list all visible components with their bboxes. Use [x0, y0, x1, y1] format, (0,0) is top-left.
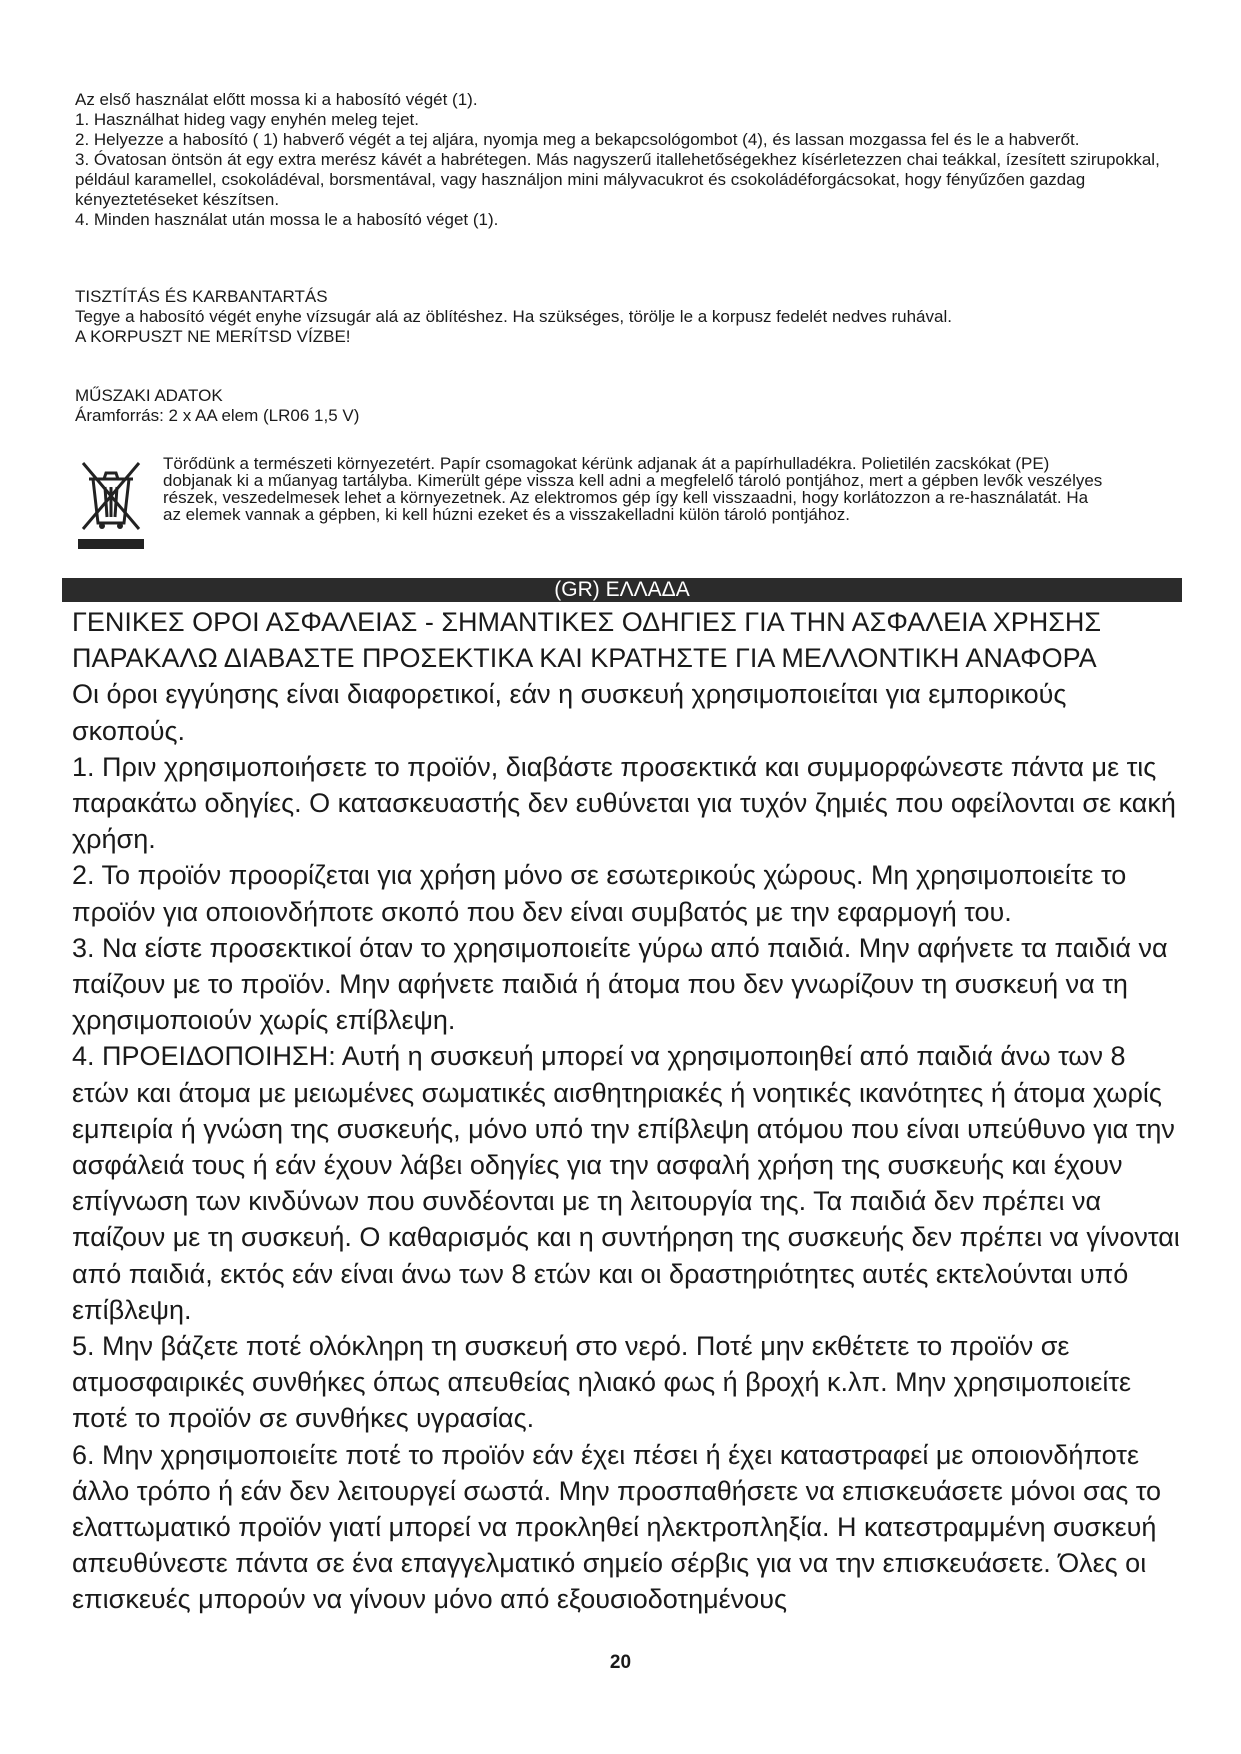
greek-heading-1: ΓΕΝΙΚΕΣ ΟΡΟΙ ΑΣΦΑΛΕΙΑΣ - ΣΗΜΑΝΤΙΚΕΣ ΟΔΗΓΙΕΣ ΓΙΑ ΤΗΝ ΑΣΦΑΛΕΙΑ ΧΡΗΣΗΣ — [72, 607, 1102, 637]
greek-paragraph: 3. Να είστε προσεκτικοί όταν το χρησιμοποιείτε γύρω από παιδιά. Μην αφήνετε τα παιδιά να παίζουν με το προϊόν. Μην αφήνετε παιδιά ή άτομα που δεν γνωρίζουν τη συσκευή να τη χρησιμοποιούν χωρίς επίβλεψη. — [72, 932, 1168, 1036]
hu-intro-line: 3. Óvatosan öntsön át egy extra merész kávét a habrétegen. Más nagyszerű itallehetőségekhez kísérletezzen chai teákkal, ízesített szirupokkal, például karamellel, csokoládéval, borsmentával, vagy használjon mini mályvacukrot és csokoládéforgácsokat, hogy fényűzően gazdag kényeztetéseket készítsen. — [75, 150, 1160, 209]
cleaning-line: A KORPUSZT NE MERÍTSD VÍZBE! — [75, 327, 351, 346]
greek-section-bar: (GR) ΕΛΛΑΔΑ — [62, 578, 1182, 602]
environment-notice — [75, 455, 1175, 555]
greek-paragraph: 6. Μην χρησιμοποιείτε ποτέ το προϊόν εάν έχει πέσει ή έχει καταστραφεί με οποιονδήποτε άλλο τρόπο ή εάν δεν λειτουργεί σωστά. Μην προσπαθήσετε να επισκευάσετε μόνοι σας το ελαττωματικό προϊόν γιατί μπορεί να προκληθεί ηλεκτροπληξία. Η κατεστραμμένη συσκευή απευθύνεστε πάντα σε ένα επαγγελματικό σημείο σέρβις για να την επισκευάσετε. Όλες οι επισκευές μπορούν να γίνουν μόνο από εξουσιοδοτημένους — [72, 1439, 1162, 1615]
hu-intro-line: 1. Használhat hideg vagy enyhén meleg tejet. — [75, 110, 420, 129]
hungarian-cleaning-section — [75, 287, 1175, 347]
technical-heading: MŰSZAKI ADATOK — [75, 386, 223, 405]
greek-heading-2: ΠΑΡΑΚΑΛΩ ΔΙΑΒΑΣΤΕ ΠΡΟΣΕΚΤΙΚΑ ΚΑΙ ΚΡΑΤΗΣΤΕ ΓΙΑ ΜΕΛΛΟΝΤΙΚΗ ΑΝΑΦΟΡΑ — [72, 643, 1097, 674]
environment-text — [163, 455, 1173, 523]
greek-paragraph: 1. Πριν χρησιμοποιήσετε το προϊόν, διαβάστε προσεκτικά και συμμορφώνεστε πάντα με τις παρακάτω οδηγίες. Ο κατασκευαστής δεν ευθύνεται για τυχόν ζημιές που οφείλονται σε κακή χρήση. — [72, 751, 1176, 855]
technical-power: Áramforrás: 2 x AA elem (LR06 1,5 V) — [75, 406, 360, 425]
hu-intro-line: 2. Helyezze a habosító ( 1) habverő végét a tej aljára, nyomja meg a bekapcsológombot (4), és lassan mozgassa fel és le a habverőt. — [75, 130, 1080, 149]
hu-intro-line: Az első használat előtt mossa ki a habosító végét (1). — [75, 90, 478, 109]
page-number: 20 — [609, 1652, 632, 1673]
environment-line: az elemek vannak a gépben, ki kell húzni ezeket és a visszakelladni külön tároló pontjához. — [163, 505, 851, 524]
weee-crossed-bin-icon — [75, 457, 147, 553]
hungarian-usage-instructions — [75, 90, 1175, 230]
environment-line: dobjanak ki a műanyag tartályba. Kimerült gépe vissza kell adni a megfelelő tároló pontjához, mert a gépben levők veszélyes — [163, 471, 1103, 490]
environment-line: részek, veszedelmesek lehet a környezetnek. Az elektromos gép így kell visszaadni, hogy korlátozzon a re-használatát. Ha — [163, 488, 1089, 507]
environment-line: Törődünk a természeti környezetért. Papír csomagokat kérünk adjanak át a papírhulladékra. Polietilén zacskókat (PE) — [163, 454, 1050, 473]
greek-safety-instructions — [72, 604, 1182, 1618]
greek-paragraph: Οι όροι εγγύησης είναι διαφορετικοί, εάν η συσκευή χρησιμοποιείται για εμπορικούς σκοπούς. — [72, 679, 1067, 746]
greek-paragraph: 4. ΠΡΟΕΙΔΟΠΟΙΗΣΗ: Αυτή η συσκευή μπορεί να χρησιμοποιηθεί από παιδιά άνω των 8 ετών και άτομα με μειωμένες σωματικές αισθητηριακές ή νοητικές ικανότητες ή άτομα χωρίς εμπειρία ή γνώση της συσκευής, μόνο υπό την επίβλεψη ατόμου που είναι υπεύθυνο για την ασφάλειά τους ή εάν έχουν λάβει οδηγίες για την ασφαλή χρήση της συσκευής και έχουν επίγνωση των κινδύνων που συνδέονται με τη λειτουργία της. Τα παιδιά δεν πρέπει να παίζουν με τη συσκευή. Ο καθαρισμός και η συντήρηση της συσκευής δεν πρέπει να γίνονται από παιδιά, εκτός εάν είναι άνω των 8 ετών και οι δραστηριότητες αυτές εκτελούνται υπό επίβλεψη. — [72, 1041, 1180, 1325]
greek-paragraph: 2. Το προϊόν προορίζεται για χρήση μόνο σε εσωτερικούς χώρους. Μη χρησιμοποιείτε το προϊόν για οποιονδήποτε σκοπό που δεν είναι συμβατός με την εφαρμογή του. — [72, 860, 1127, 927]
cleaning-heading: TISZTÍTÁS ÉS KARBANTARTÁS — [75, 287, 328, 306]
greek-paragraph: 5. Μην βάζετε ποτέ ολόκληρη τη συσκευή στο νερό. Ποτέ μην εκθέτετε το προϊόν σε ατμοσφαιρικές συνθήκες όπως απευθείας ηλιακό φως ή βροχή κ.λπ. Μην χρησιμοποιείτε ποτέ το προϊόν σε συνθήκες υγρασίας. — [72, 1331, 1132, 1434]
cleaning-line: Tegye a habosító végét enyhe vízsugár alá az öblítéshez. Ha szükséges, törölje le a korpusz fedelét nedves ruhával. — [75, 307, 952, 326]
hungarian-technical-section — [75, 386, 1175, 426]
hu-intro-line: 4. Minden használat után mossa le a habosító véget (1). — [75, 210, 499, 229]
